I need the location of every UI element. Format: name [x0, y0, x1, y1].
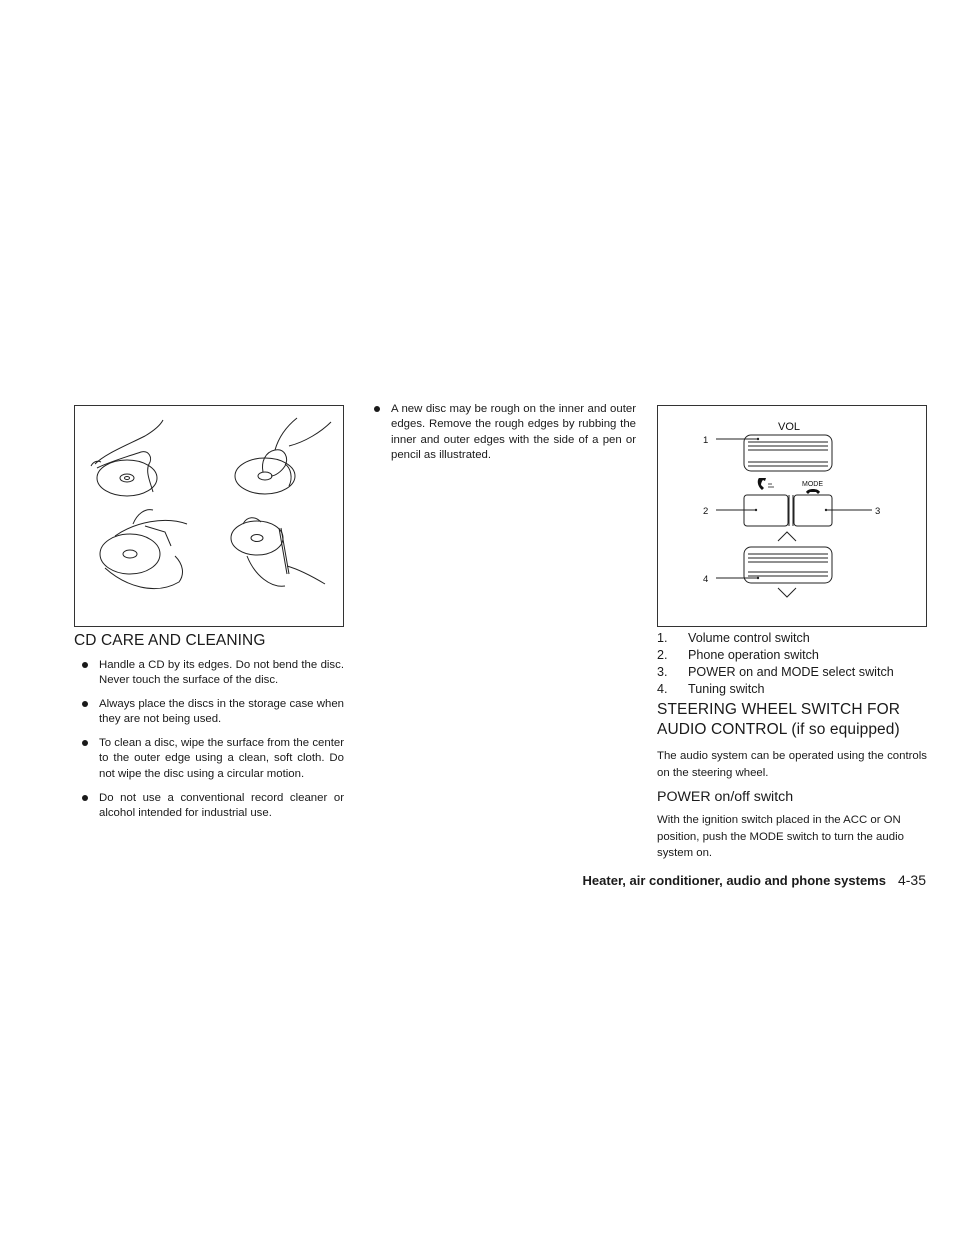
callout-3: 3 — [875, 506, 881, 517]
list-item: A new disc may be rough on the inner and outer edges. Remove the rough edges by rubbing the inner and outer edges with the side of a pen or pencil as illustrated. — [366, 402, 636, 463]
list-item: 2. Phone operation switch — [657, 648, 819, 662]
middle-column — [366, 402, 636, 472]
section-title: Heater, air conditioner, audio and phone systems — [582, 873, 886, 888]
list-item: 4. Tuning switch — [657, 682, 765, 696]
list-item: Do not use a conventional record cleaner or alcohol intended for industrial use. — [74, 791, 344, 822]
bullet-icon — [82, 701, 88, 707]
steering-switch-drawing — [658, 406, 926, 626]
steering-switch-heading: STEERING WHEEL SWITCH FOR AUDIO CONTROL (if so equipped) — [657, 701, 901, 738]
steering-switch-diagram — [657, 405, 927, 627]
bullet-icon — [374, 406, 380, 412]
page-footer — [583, 872, 926, 888]
list-item: To clean a disc, wipe the surface from the center to the outer edge using a clean, soft cloth. Do not wipe the disc using a circular motion. — [74, 736, 344, 782]
list-item: Always place the discs in the storage case when they are not being used. — [74, 697, 344, 728]
left-column — [74, 631, 344, 830]
power-switch-subheading: POWER on/off switch — [657, 789, 794, 805]
phone-icon — [758, 478, 774, 490]
new-disc-list — [366, 402, 636, 463]
cd-handling-drawing — [75, 406, 343, 626]
callout-2: 2 — [703, 506, 709, 517]
mode-label: MODE — [802, 481, 823, 488]
cd-care-heading: CD CARE AND CLEANING — [74, 632, 266, 649]
list-item: Handle a CD by its edges. Do not bend the disc. Never touch the surface of the disc. — [74, 658, 344, 689]
hang-up-icon — [806, 489, 820, 494]
callout-1: 1 — [703, 435, 709, 446]
page-number: 4-35 — [897, 872, 926, 888]
steering-switch-intro: The audio system can be operated using the controls on the steering wheel. — [657, 750, 927, 779]
bullet-icon — [82, 662, 88, 668]
list-item: 3. POWER on and MODE select switch — [657, 665, 894, 679]
bullet-icon — [82, 795, 88, 801]
list-item: 1. Volume control switch — [657, 631, 810, 645]
cd-handling-illustration — [74, 405, 344, 627]
cd-care-list — [74, 658, 344, 821]
vol-label: VOL — [778, 421, 801, 433]
bullet-icon — [82, 740, 88, 746]
right-column — [657, 630, 927, 862]
power-switch-text: With the ignition switch placed in the ACC or ON position, push the MODE switch to turn the audio system on. — [657, 814, 904, 859]
switch-legend — [657, 630, 927, 698]
callout-4: 4 — [703, 574, 709, 585]
